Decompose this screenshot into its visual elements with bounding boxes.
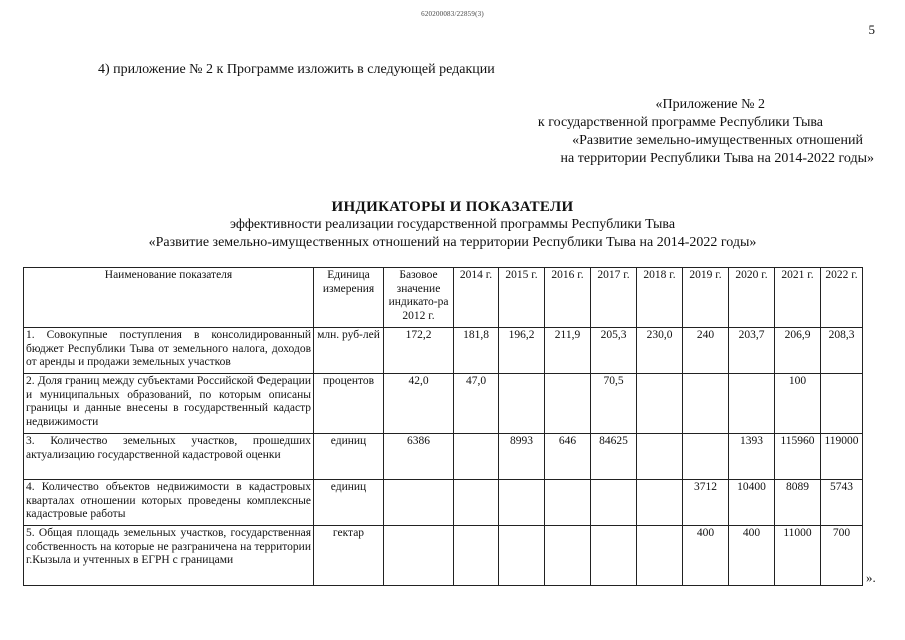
indicator-value bbox=[454, 480, 499, 526]
indicator-value bbox=[637, 374, 683, 434]
indicator-value bbox=[499, 480, 545, 526]
indicator-value: 119000 bbox=[821, 434, 863, 480]
page-number: 5 bbox=[868, 22, 875, 37]
appendix-header-line-3: «Развитие земельно-имущественных отношений bbox=[572, 133, 863, 148]
column-header-2014: 2014 г. bbox=[454, 268, 499, 328]
indicator-value: 205,3 bbox=[591, 328, 637, 374]
table-row bbox=[24, 434, 863, 480]
indicator-value bbox=[454, 434, 499, 480]
document-subtitle-1: эффективности реализации государственной программы Республики Тыва bbox=[229, 217, 676, 232]
indicator-value: 5743 bbox=[821, 480, 863, 526]
indicator-value bbox=[637, 434, 683, 480]
table-row bbox=[24, 328, 863, 374]
indicator-name: 3. Количество земельных участков, прошедших актуализацию государственной кадастровой оценки bbox=[24, 434, 314, 480]
indicator-value: 646 bbox=[545, 434, 591, 480]
table-row bbox=[24, 480, 863, 526]
indicator-value bbox=[384, 480, 454, 526]
amendment-instruction: 4) приложение № 2 к Программе изложить в следующей редакции bbox=[98, 62, 495, 77]
indicator-unit: млн. руб-лей bbox=[314, 328, 384, 374]
column-header-2019: 2019 г. bbox=[683, 268, 729, 328]
indicator-value bbox=[683, 434, 729, 480]
indicator-value: 400 bbox=[683, 526, 729, 586]
indicators-table bbox=[23, 267, 863, 586]
indicator-value: 70,5 bbox=[591, 374, 637, 434]
indicator-unit: процентов bbox=[314, 374, 384, 434]
indicator-value bbox=[545, 480, 591, 526]
indicator-value: 196,2 bbox=[499, 328, 545, 374]
table-row bbox=[24, 374, 863, 434]
column-header-2017: 2017 г. bbox=[591, 268, 637, 328]
indicator-value bbox=[454, 526, 499, 586]
column-header-2020: 2020 г. bbox=[729, 268, 775, 328]
indicator-value: 211,9 bbox=[545, 328, 591, 374]
indicator-value: 11000 bbox=[775, 526, 821, 586]
indicator-unit: гектар bbox=[314, 526, 384, 586]
indicator-value: 6386 bbox=[384, 434, 454, 480]
indicator-value: 115960 bbox=[775, 434, 821, 480]
indicator-value: 8089 bbox=[775, 480, 821, 526]
column-header-2015: 2015 г. bbox=[499, 268, 545, 328]
indicator-name: 2. Доля границ между субъектами Российской Федерации и муниципальных образований, по которым описаны границы и данные внесены в государственный кадастр недвижимости bbox=[24, 374, 314, 434]
indicator-value: 400 bbox=[729, 526, 775, 586]
indicator-value: 84625 bbox=[591, 434, 637, 480]
column-header-2021: 2021 г. bbox=[775, 268, 821, 328]
table-header-row bbox=[24, 268, 863, 328]
indicator-value: 700 bbox=[821, 526, 863, 586]
column-header-unit: Единица измерения bbox=[314, 268, 384, 328]
appendix-header-line-1: «Приложение № 2 bbox=[655, 97, 765, 112]
table-row bbox=[24, 526, 863, 586]
indicator-value bbox=[591, 480, 637, 526]
column-header-base-2012: Базовое значение индикато-ра 2012 г. bbox=[384, 268, 454, 328]
indicator-value: 8993 bbox=[499, 434, 545, 480]
indicator-value bbox=[545, 526, 591, 586]
indicator-value: 1393 bbox=[729, 434, 775, 480]
indicator-value: 203,7 bbox=[729, 328, 775, 374]
indicator-name: 4. Количество объектов недвижимости в кадастровых кварталах отношении которых проведены комплексные кадастровые работы bbox=[24, 480, 314, 526]
indicator-value: 47,0 bbox=[454, 374, 499, 434]
indicator-value: 240 bbox=[683, 328, 729, 374]
indicator-value bbox=[499, 526, 545, 586]
column-header-2018: 2018 г. bbox=[637, 268, 683, 328]
indicator-value: 10400 bbox=[729, 480, 775, 526]
indicator-value: 208,3 bbox=[821, 328, 863, 374]
document-title: ИНДИКАТОРЫ И ПОКАЗАТЕЛИ bbox=[331, 199, 574, 215]
indicator-value: 100 bbox=[775, 374, 821, 434]
document-subtitle-2: «Развитие земельно-имущественных отношений на территории Республики Тыва на 2014-2022 годы» bbox=[148, 235, 757, 250]
column-header-2022: 2022 г. bbox=[821, 268, 863, 328]
indicator-value bbox=[637, 526, 683, 586]
indicator-value: 3712 bbox=[683, 480, 729, 526]
indicator-value: 206,9 bbox=[775, 328, 821, 374]
indicator-value bbox=[683, 374, 729, 434]
indicator-unit: единиц bbox=[314, 434, 384, 480]
indicator-value bbox=[821, 374, 863, 434]
indicator-value: 181,8 bbox=[454, 328, 499, 374]
indicator-value bbox=[637, 480, 683, 526]
appendix-header-line-2: к государственной программе Республики Тыва bbox=[537, 115, 823, 130]
closing-quote: ». bbox=[866, 570, 876, 585]
indicator-name: 1. Совокупные поступления в консолидированный бюджет Республики Тыва от земельного налога, доходов от аренды и продажи земельных участков bbox=[24, 328, 314, 374]
indicator-value bbox=[729, 374, 775, 434]
document-id: 620200083/22859(3) bbox=[421, 10, 484, 18]
indicator-unit: единиц bbox=[314, 480, 384, 526]
indicator-value: 172,2 bbox=[384, 328, 454, 374]
column-header-indicator-name: Наименование показателя bbox=[24, 268, 314, 328]
indicator-value bbox=[545, 374, 591, 434]
column-header-2016: 2016 г. bbox=[545, 268, 591, 328]
indicator-value bbox=[591, 526, 637, 586]
appendix-header-line-4: на территории Республики Тыва на 2014-2022 годы» bbox=[560, 151, 874, 166]
indicator-value bbox=[499, 374, 545, 434]
indicator-value: 42,0 bbox=[384, 374, 454, 434]
indicator-value: 230,0 bbox=[637, 328, 683, 374]
indicator-name: 5. Общая площадь земельных участков, государственная собственность на которые не разграничена на территории г.Кызыла и учтенных в ЕГРН с границами bbox=[24, 526, 314, 586]
indicator-value bbox=[384, 526, 454, 586]
